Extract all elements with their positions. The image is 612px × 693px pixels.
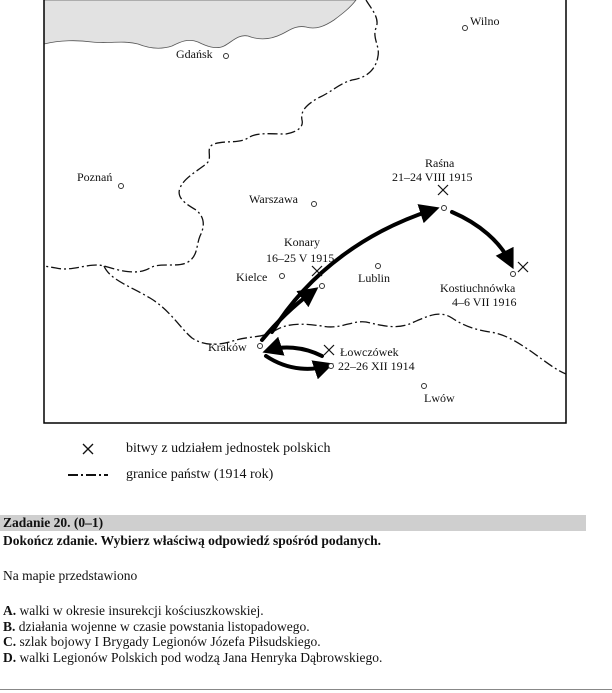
border-line-icon	[62, 472, 114, 478]
battle-name-lowczowek: Łowczówek	[340, 345, 399, 359]
option-b[interactable]	[3, 619, 382, 635]
option-text: walki w okresie insurekcji kościuszkowskiej.	[19, 603, 264, 618]
battle-name-konary: Konary	[284, 235, 320, 249]
battle-date-rasna: 21–24 VIII 1915	[392, 170, 473, 184]
bottom-divider	[0, 689, 612, 690]
map-legend	[62, 436, 331, 488]
label-kielce: Kielce	[236, 270, 268, 284]
task-lead: Na mapie przedstawiono	[3, 568, 138, 583]
city-dots	[119, 26, 516, 389]
legend-label-battles: bitwy z udziałem jednostek polskich	[126, 441, 331, 456]
map-frame	[44, 0, 566, 423]
battle-markers	[312, 185, 528, 355]
label-poznan: Poznań	[77, 170, 113, 184]
battle-date-lowczowek: 22–26 XII 1914	[338, 359, 415, 373]
option-text: szlak bojowy I Brygady Legionów Józefa Piłsudskiego.	[19, 634, 321, 649]
label-krakow: Kraków	[208, 340, 247, 354]
label-wilno: Wilno	[470, 14, 500, 28]
option-letter: A.	[3, 603, 17, 618]
option-d[interactable]	[3, 650, 382, 666]
option-letter: D.	[3, 649, 17, 665]
battle-icon-rasna	[438, 185, 448, 195]
battle-icon-kostiuchnowka	[518, 262, 528, 272]
cross-icon	[62, 442, 114, 456]
label-lublin: Lublin	[358, 271, 390, 285]
option-text: walki Legionów Polskich pod wodzą Jana Henryka Dąbrowskiego.	[19, 649, 383, 665]
battle-name-rasna: Raśna	[425, 156, 455, 170]
label-lwow: Lwów	[424, 391, 455, 405]
battle-date-konary: 16–25 V 1915	[266, 251, 335, 265]
option-letter: C.	[3, 634, 17, 649]
label-warszawa: Warszawa	[249, 192, 299, 206]
task-header: Zadanie 20. (0–1)	[0, 515, 586, 531]
task-instruction: Dokończ zdanie. Wybierz właściwą odpowiedź spośród podanych.	[3, 533, 382, 548]
legend-label-borders: granice państw (1914 rok)	[126, 467, 274, 482]
battle-date-kostiuchnowka: 4–6 VII 1916	[452, 295, 517, 309]
option-c[interactable]	[3, 634, 382, 650]
option-letter: B.	[3, 618, 16, 634]
legend-item-battles	[62, 436, 331, 462]
answer-options	[3, 603, 382, 665]
baltic-sea	[44, 0, 356, 48]
battle-name-kostiuchnowka: Kostiuchnówka	[440, 281, 516, 295]
battle-icon-lowczowek	[324, 345, 334, 355]
option-text: działania wojenne w czasie powstania listopadowego.	[18, 618, 310, 634]
option-a[interactable]	[3, 603, 382, 619]
label-gdansk: Gdańsk	[176, 47, 213, 61]
legend-item-borders	[62, 462, 331, 488]
